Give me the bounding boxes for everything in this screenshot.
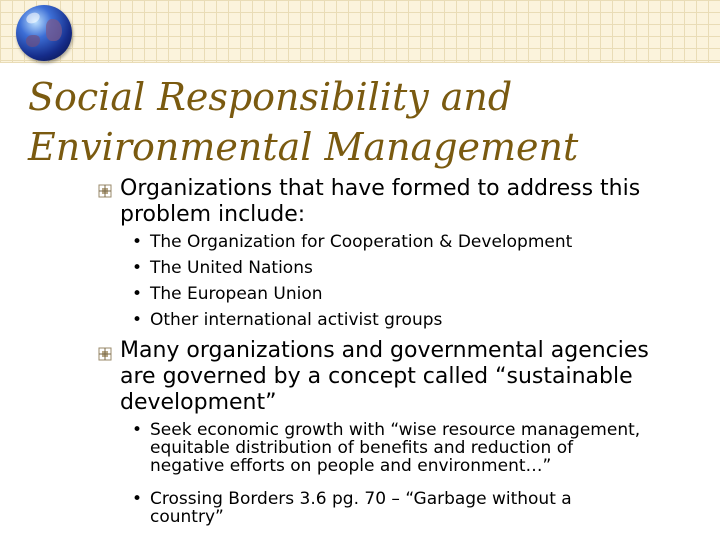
bullet-text — [120, 338, 680, 416]
sub-bullet-item: The United Nations — [150, 258, 313, 278]
sub-bullet-line: country” — [150, 507, 224, 527]
sub-bullet-dot: • — [132, 258, 143, 278]
bullet-line: problem include: — [120, 202, 306, 227]
sub-bullet-dot: • — [132, 284, 143, 304]
bullet-line: development” — [120, 390, 277, 415]
sub-bullet-line: Crossing Borders 3.6 pg. 70 – “Garbage without a — [150, 489, 572, 509]
sub-bullet-dot: • — [132, 310, 143, 330]
header-grid-strip — [0, 0, 720, 63]
sub-bullet-item — [150, 490, 710, 526]
page-title — [28, 72, 708, 172]
sub-bullet-dot: • — [132, 489, 143, 509]
bullet-text — [120, 176, 680, 228]
sub-bullet-item: The European Union — [150, 284, 323, 304]
sub-bullet-item — [150, 421, 710, 475]
bullet-box-icon — [98, 184, 112, 198]
sub-bullet-line: negative efforts on people and environment…” — [150, 456, 552, 476]
bullet-line: are governed by a concept called “sustainable — [120, 364, 633, 389]
globe-icon — [16, 5, 72, 61]
bullet-box-icon — [98, 347, 112, 361]
title-line-1: Social Responsibility and — [28, 75, 513, 119]
title-line-2: Environmental Management — [28, 125, 579, 169]
sub-bullet-item: Other international activist groups — [150, 310, 443, 330]
bullet-line: Organizations that have formed to address this — [120, 176, 641, 201]
sub-bullet-item: The Organization for Cooperation & Development — [150, 232, 573, 252]
sub-bullet-line: equitable distribution of benefits and reduction of — [150, 438, 574, 458]
sub-bullet-dot: • — [132, 232, 143, 252]
sub-bullet-dot: • — [132, 420, 143, 440]
sub-bullet-line: Seek economic growth with “wise resource management, — [150, 420, 641, 440]
bullet-line: Many organizations and governmental agencies — [120, 338, 649, 363]
